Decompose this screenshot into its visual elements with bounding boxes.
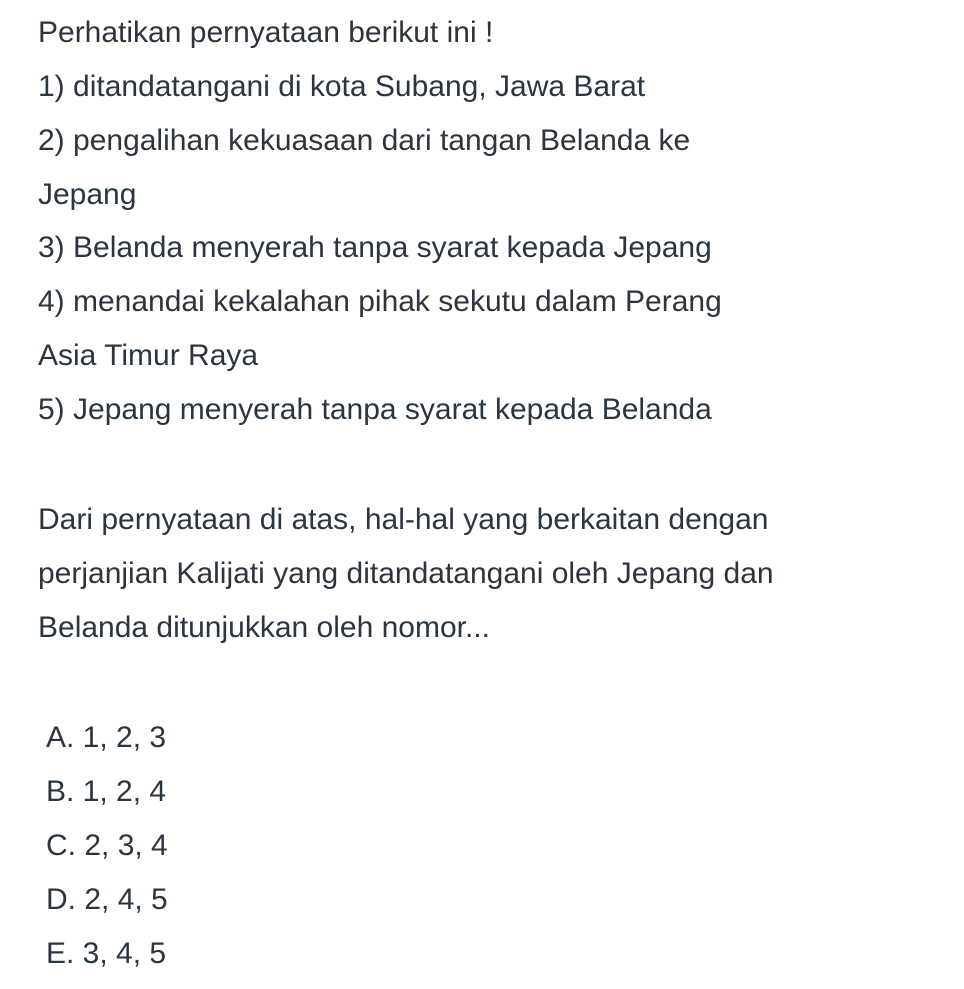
statement-4-continued: Asia Timur Raya: [38, 339, 259, 372]
prompt-line-3: Belanda ditunjukkan oleh nomor...: [38, 611, 490, 644]
statement-3: 3) Belanda menyerah tanpa syarat kepada Jepang: [38, 231, 712, 264]
option-d[interactable]: D. 2, 4, 5: [46, 883, 168, 916]
statement-2-continued: Jepang: [38, 178, 137, 211]
statement-5: 5) Jepang menyerah tanpa syarat kepada Belanda: [38, 393, 712, 426]
option-e[interactable]: E. 3, 4, 5: [46, 937, 167, 970]
prompt-line-2: perjanjian Kalijati yang ditandatangani oleh Jepang dan: [38, 557, 774, 590]
question-intro: Perhatikan pernyataan berikut ini !: [38, 16, 494, 49]
statement-1: 1) ditandatangani di kota Subang, Jawa Barat: [38, 70, 646, 103]
statement-4: 4) menandai kekalahan pihak sekutu dalam Perang: [38, 285, 722, 318]
option-b[interactable]: B. 1, 2, 4: [46, 775, 167, 808]
prompt-line-1: Dari pernyataan di atas, hal-hal yang berkaitan dengan: [38, 503, 769, 536]
option-c[interactable]: C. 2, 3, 4: [46, 829, 168, 862]
statement-2: 2) pengalihan kekuasaan dari tangan Belanda ke: [38, 124, 691, 157]
option-a[interactable]: A. 1, 2, 3: [46, 721, 167, 754]
